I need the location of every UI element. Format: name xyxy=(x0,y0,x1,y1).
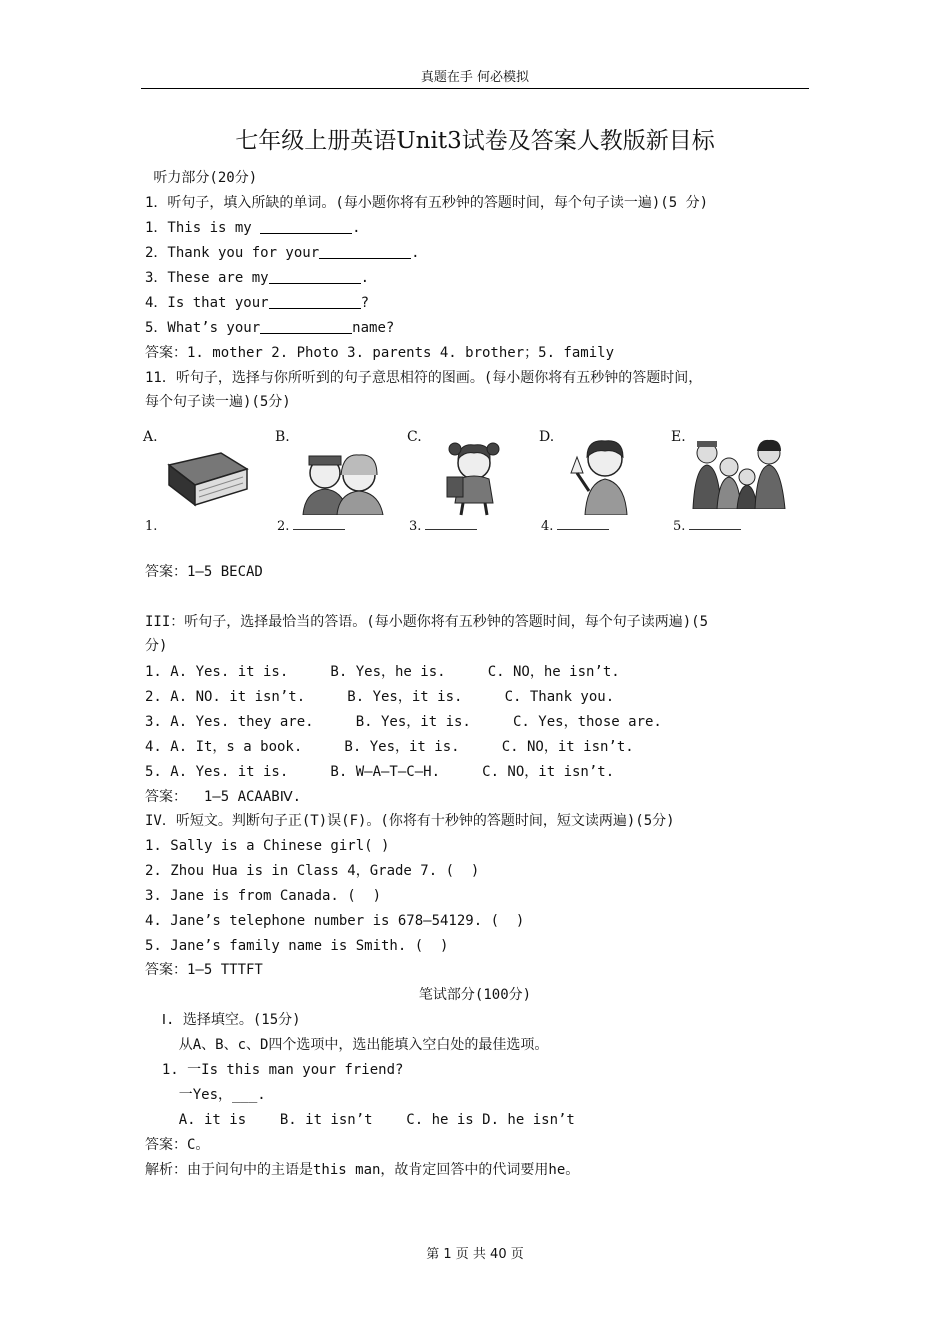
picture-number xyxy=(409,519,477,534)
picture-d xyxy=(537,425,667,540)
answer-blank xyxy=(269,269,361,284)
picture-number: 1. xyxy=(145,519,158,534)
picture-blank xyxy=(557,519,609,530)
answer-blank xyxy=(269,294,361,309)
picture-number-text: 2. xyxy=(277,519,290,534)
picture-letter: A. xyxy=(143,429,158,445)
tf-item-1: 1. Sally is a Chinese girl( ) xyxy=(145,838,390,854)
fill-item-1-after: . xyxy=(352,220,361,236)
answer-line: 答案：C。 xyxy=(145,1137,210,1153)
family-group-icon xyxy=(681,437,791,509)
boy-waving-icon xyxy=(561,433,645,515)
answer-blank xyxy=(319,244,411,259)
page-header: 真题在手 何必模拟 xyxy=(420,70,530,85)
section-listening: 听力部分(20分) xyxy=(145,170,258,186)
answer-blank xyxy=(260,219,352,234)
fill-item-5 xyxy=(145,318,394,338)
mc-question-1-response: 一Yes，___. xyxy=(145,1087,266,1103)
fill-item-1 xyxy=(145,218,361,238)
explanation-line: 解析：由于问句中的主语是this man，故肯定回答中的代词要用he。 xyxy=(145,1162,580,1178)
fill-item-3-text: 3．These are my xyxy=(145,270,269,286)
fill-item-2-text: 2．Thank you for your xyxy=(145,245,320,261)
picture-number xyxy=(673,519,741,534)
question-2-instructions: 11．听句子，选择与你所听到的句子意思相符的图画。(每小题你将有五秒钟的答题时间， xyxy=(145,370,703,386)
picture-number xyxy=(541,519,609,534)
picture-number xyxy=(277,519,345,534)
section-written: 笔试部分(100分) xyxy=(418,987,532,1003)
choice-item-1: 1. A. Yes. it is. B. Yes，he is. C. NO，he isn’t. xyxy=(145,664,620,680)
picture-letter: B. xyxy=(275,429,290,445)
girl-icon xyxy=(439,437,509,517)
fill-item-4-after: ? xyxy=(360,295,370,311)
picture-a xyxy=(141,425,271,540)
choice-item-2: 2. A. NO. it isn’t. B. Yes，it is. C. Thank you. xyxy=(145,689,615,705)
fill-item-4-text: 4．Is that your xyxy=(145,295,269,311)
mc-question-1: 1. 一Is this man your friend? xyxy=(145,1062,404,1078)
fill-item-4 xyxy=(145,293,369,313)
question-3-instructions-cont: 分) xyxy=(145,638,168,654)
mc-question-1-options: A. it is B. it isn’t C. he is D. he isn’t xyxy=(145,1112,575,1128)
book-icon xyxy=(163,447,253,509)
choice-item-4: 4. A. It，s a book. B. Yes，it is. C. NO，it isn’t. xyxy=(145,739,634,755)
picture-e xyxy=(669,425,799,540)
picture-letter: C. xyxy=(407,429,422,445)
page-footer: 第 1 页 共 40 页 xyxy=(426,1247,524,1262)
picture-letter: D. xyxy=(539,429,555,445)
picture-blank xyxy=(689,519,741,530)
header-rule xyxy=(141,88,809,89)
picture-row xyxy=(141,425,801,540)
answer-line: 答案： 1—5 ACAABⅣ. xyxy=(145,789,302,805)
fill-item-1-text: 1．This is my xyxy=(145,220,261,236)
answer-line: 答案：1—5 TTTFT xyxy=(145,962,263,978)
answer-line: 答案：1. mother 2. Photo 3. parents 4. brother；5. family xyxy=(145,345,615,361)
question-3-instructions: III：听句子，选择最恰当的答语。(每小题你将有五秒钟的答题时间，每个句子读两遍)(5 xyxy=(145,614,708,630)
picture-number-text: 4. xyxy=(541,519,554,534)
question-1-instructions: 1．听句子，填入所缺的单词。(每小题你将有五秒钟的答题时间，每个句子读一遍)(5 分) xyxy=(145,195,708,211)
picture-number-text: 5. xyxy=(673,519,686,534)
picture-blank xyxy=(425,519,477,530)
fill-item-2-after: . xyxy=(411,245,420,261)
question-4-instructions: IV．听短文。判断句子正(T)误(F)。(你将有十秒钟的答题时间，短文读两遍)(5分) xyxy=(145,813,675,829)
tf-item-3: 3. Jane is from Canada. ( ) xyxy=(145,888,382,904)
fill-item-5-text: 5．What’s your xyxy=(145,320,261,336)
fill-item-3 xyxy=(145,268,369,288)
picture-b xyxy=(273,425,403,540)
choice-item-3: 3. A. Yes. they are. B. Yes，it is. C. Yes，those are. xyxy=(145,714,662,730)
picture-c xyxy=(405,425,535,540)
tf-item-5: 5. Jane’s family name is Smith. ( ) xyxy=(145,938,449,954)
picture-blank xyxy=(293,519,345,530)
answer-line: 答案：1—5 BECAD xyxy=(145,564,263,580)
picture-letter: E. xyxy=(671,429,686,445)
document-title: 七年级上册英语Unit3试卷及答案人教版新目标 xyxy=(235,128,715,154)
grandparents-icon xyxy=(293,447,393,515)
question-2-instructions-cont: 每个句子读一遍)(5分) xyxy=(145,394,291,410)
fill-item-5-after: name? xyxy=(352,320,395,336)
fill-item-2 xyxy=(145,243,420,263)
tf-item-2: 2. Zhou Hua is in Class 4，Grade 7. ( ) xyxy=(145,863,480,879)
fill-item-3-after: . xyxy=(360,270,370,286)
tf-item-4: 4. Jane’s telephone number is 678—54129. ( ) xyxy=(145,913,525,929)
picture-number-text: 3. xyxy=(409,519,422,534)
section-1-heading: Ⅰ. 选择填空。(15分) xyxy=(145,1012,301,1028)
answer-blank xyxy=(260,319,352,334)
choice-item-5: 5. A. Yes. it is. B. W—A—T—C—H. C. NO，it isn’t. xyxy=(145,764,615,780)
section-1-instructions: 从A、B、c、D四个选项中，选出能填入空白处的最佳选项。 xyxy=(145,1037,549,1053)
